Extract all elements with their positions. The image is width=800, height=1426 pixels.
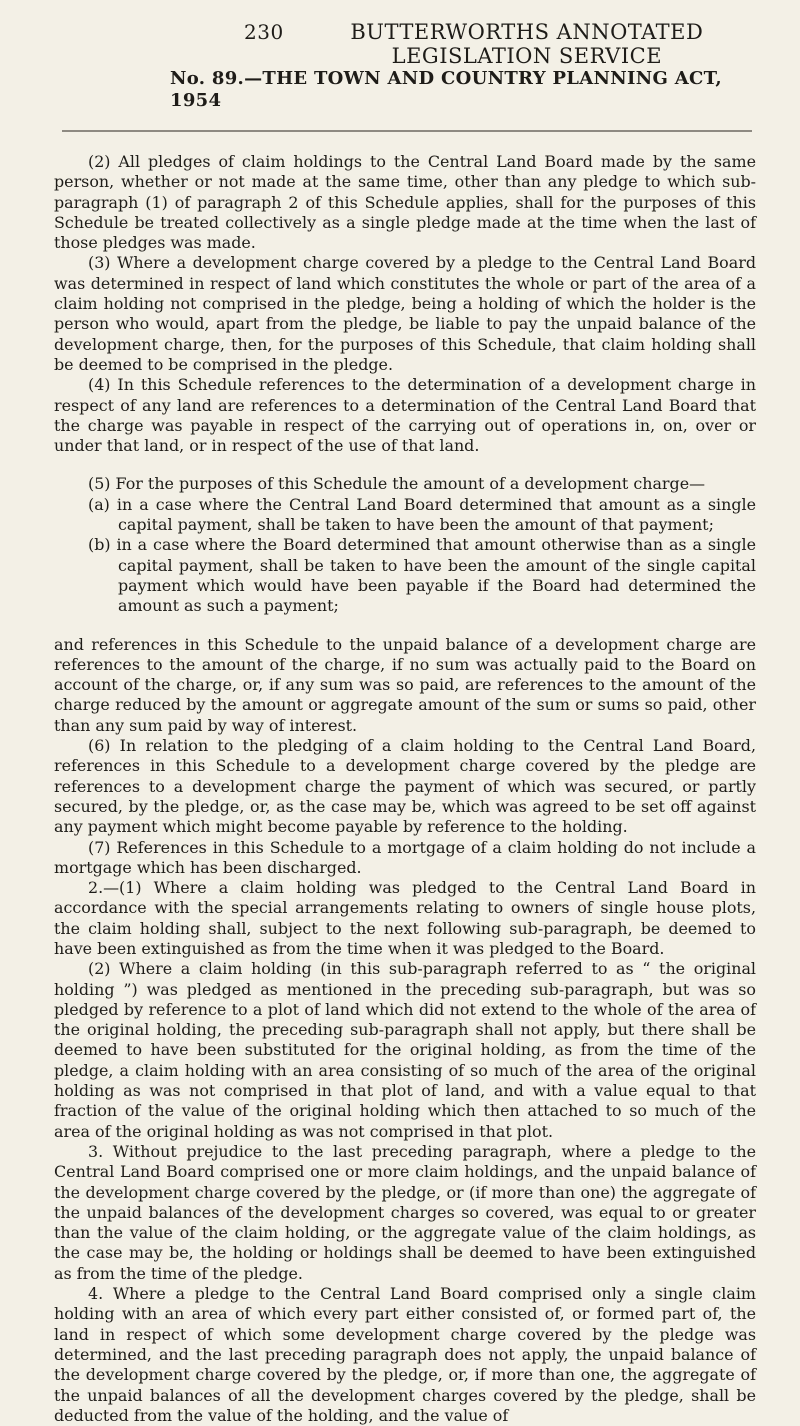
paragraph-1-7: (7) References in this Schedule to a mortgage of a claim holding do not include a mortgage which has been discharged. <box>54 837 756 877</box>
paragraph-1-5-a: (a) in a case where the Central Land Board determined that amount as a single capital payment, shall be taken to have been the amount of that payment; <box>88 494 756 535</box>
paragraph-1-5-tail: and references in this Schedule to the unpaid balance of a development charge are references to the amount of the charge, if no sum was actually paid to the Board on account of the charge, or, if any sum was so paid, are references to the amount of the charge reduced by the amount or aggregate amount of the sum or sums so paid, other than any sum paid by way of interest. <box>54 634 756 735</box>
paragraph-1-6: (6) In relation to the pledging of a claim holding to the Central Land Board, references in this Schedule to a development charge covered by the pledge are references to a development charge the payment of which was secured, or partly secured, by the pledge, or, as the case may be, which was agreed to be set off against any payment which might become payable by reference to the holding. <box>54 736 756 837</box>
page-header <box>54 20 756 112</box>
paragraph-1-2: (2) All pledges of claim holdings to the Central Land Board made by the same person, whether or not made at the same time, other than any pledge to which sub-paragraph (1) of paragraph 2 of this Schedule applies, shall for the purposes of this Schedule be treated collectively as a single pledge made at the time when the last of those pledges was made. <box>54 152 756 253</box>
paragraph-3: 3. Without prejudice to the last preceding paragraph, where a pledge to the Central Land Board comprised one or more claim holdings, and the unpaid balance of the development charge covered by the pledge, or (if more than one) the aggregate of the unpaid balances of the development charges so covered, was equal to or greater than the value of the claim holding, or the aggregate value of the claim holdings, as the case may be, the holding or holdings shall be deemed to have been extinguished as from the time of the pledge. <box>54 1141 756 1283</box>
paragraph-4: 4. Where a pledge to the Central Land Board comprised only a single claim holding with an area of which every part either consisted of, or formed part of, the land in respect of which some development charge covered by the pledge was determined, and the last preceding paragraph does not apply, the unpaid balance of the development charge covered by the pledge, or, if more than one, the aggregate of the unpaid balances of all the development charges covered by the pledge, shall be deducted from the value of the holding, and the value of <box>54 1284 756 1425</box>
act-title: No. 89.—THE TOWN AND COUNTRY PLANNING ACT, 1954 <box>170 68 722 111</box>
paragraph-1-4: (4) In this Schedule references to the determination of a development charge in respect of any land are references to a determination of the Central Land Board that the charge was payable in respect of the carrying out of operations in, on, over or under that land, or in respect of the use of that land. <box>54 375 756 456</box>
paragraph-2-2: (2) Where a claim holding (in this sub-paragraph referred to as “ the original holding ”) was pledged as mentioned in the preceding sub-paragraph, but was so pledged by reference to a plot of land which did not extend to the whole of the area of the original holding, the preceding sub-paragraph shall not apply, but there shall be deemed to have been substituted for the original holding, as from the time of the pledge, a claim holding with an area consisting of so much of the area of the original holding as was not comprised in that plot of land, and with a value equal to that fraction of the value of the original holding which then attached to so much of the area of the original holding as was not comprised in that plot. <box>54 959 756 1141</box>
paragraph-1-3: (3) Where a development charge covered by a pledge to the Central Land Board was determined in respect of land which constitutes the whole or part of the area of a claim holding not comprised in the pledge, being a holding of which the holder is the person who would, apart from the pledge, be liable to pay the unpaid balance of the development charge, then, for the purposes of this Schedule, that claim holding shall be deemed to be comprised in the pledge. <box>54 253 756 374</box>
header-divider <box>62 130 752 132</box>
paragraph-2-1: 2.—(1) Where a claim holding was pledged to the Central Land Board in accordance with the special arrangements relating to owners of single house plots, the claim holding shall, subject to the next following sub-paragraph, be deemed to have been extinguished as from the time when it was pledged to the Board. <box>54 878 756 958</box>
paragraph-1-5-b: (b) in a case where the Board determined that amount otherwise than as a single capital payment, shall be taken to have been the amount of the single capital payment which would have been payable if the Board had determined the amount as such a payment; <box>88 535 756 616</box>
running-head <box>54 20 756 68</box>
page-number: 230 <box>244 20 284 44</box>
publisher-line: BUTTERWORTHS ANNOTATED LEGISLATION SERVICE <box>350 20 704 68</box>
paragraph-spacer <box>54 456 756 474</box>
paragraph-spacer <box>54 617 756 635</box>
schedule-text <box>54 152 756 1426</box>
paragraph-1-5-intro: (5) For the purposes of this Schedule the amount of a development charge— <box>88 474 705 494</box>
